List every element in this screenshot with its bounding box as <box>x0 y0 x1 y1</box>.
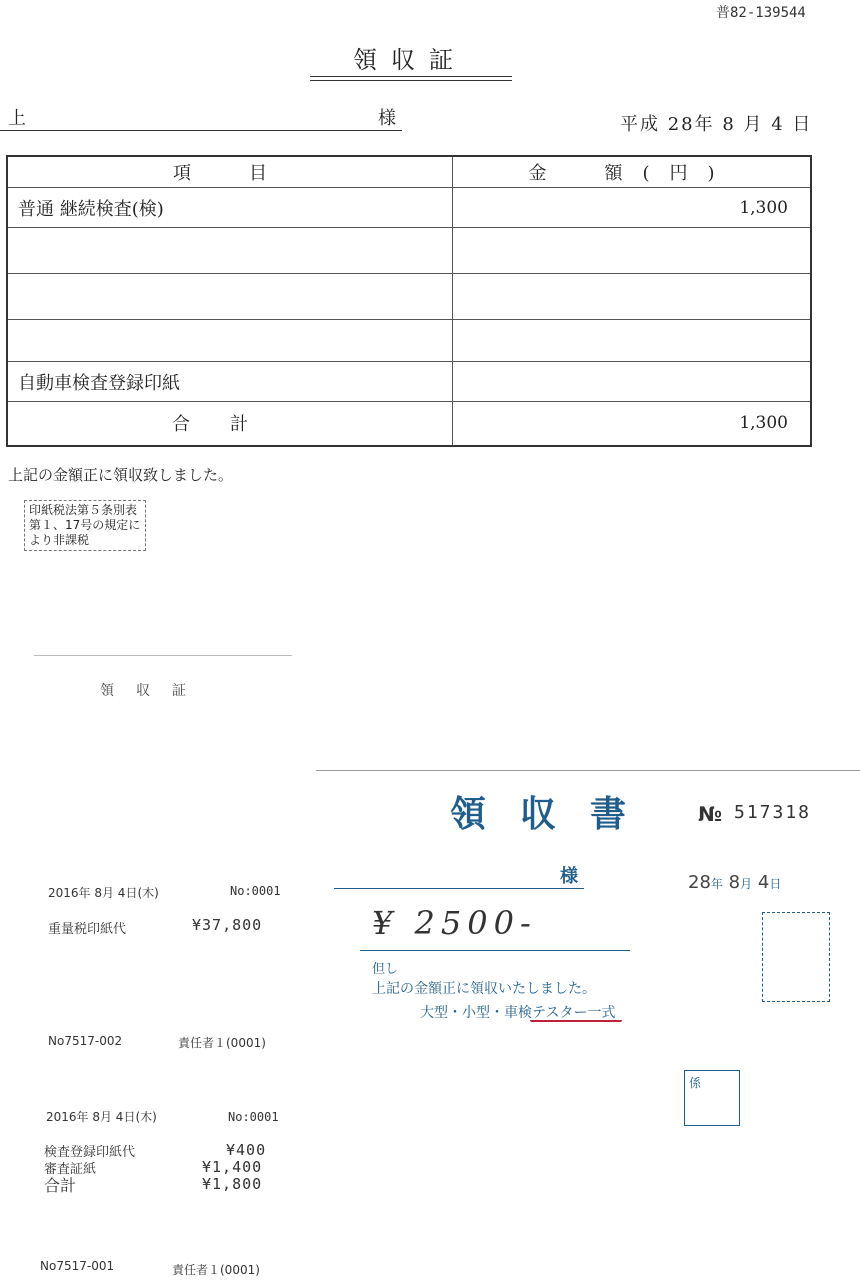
received-statement: 上記の金額正に領収致しました。 <box>8 466 234 484</box>
amount-cell <box>453 362 812 402</box>
slip1-responsible: 責任者１(0001) <box>178 1036 266 1050</box>
amount-cell <box>453 228 812 274</box>
slip1-footer-code: No7517-002 <box>48 1034 123 1048</box>
slip2-item-label: 検査登録印紙代 <box>44 1145 136 1160</box>
receipt2-amount: ¥ 2500- <box>372 904 537 942</box>
person-in-charge-box <box>684 1070 740 1126</box>
slip2-responsible: 責任者１(0001) <box>172 1263 260 1277</box>
addressee: 上 <box>8 108 26 129</box>
serial-number: 普82-139544 <box>716 5 806 21</box>
table-row <box>7 228 811 274</box>
slip2-total-value: ¥1,800 <box>202 1175 263 1193</box>
receipt2-received-statement: 上記の金額正に領収いたしました。 <box>372 981 596 997</box>
slip2-date: 2016年 8月 4日(木) <box>46 1110 157 1124</box>
slip2-item-value: ¥1,400 <box>202 1158 263 1176</box>
honorific: 様 <box>378 108 396 129</box>
slip1-item-value: ¥37,800 <box>192 916 263 934</box>
date-year: 28 <box>688 872 711 893</box>
slip2-total-label: 合計 <box>44 1176 77 1195</box>
receipt2-number-symbol: № <box>698 802 723 826</box>
receipt2-honorific: 様 <box>560 866 578 887</box>
receipt2-date <box>688 872 781 893</box>
receipt2-number: 517318 <box>734 802 812 823</box>
total-amount: 1,300 <box>453 402 812 446</box>
table-row <box>7 274 811 320</box>
slip2-number: No:0001 <box>228 1110 279 1124</box>
addressee-line <box>0 130 402 131</box>
table-total-row <box>7 402 811 446</box>
item-cell: 普通 継続検査(検) <box>7 188 453 228</box>
amount-cell: 1,300 <box>453 188 812 228</box>
item-cell: 自動車検査登録印紙 <box>7 362 453 402</box>
date-month-unit: 月 <box>740 877 753 891</box>
slip2-footer-code: No7517-001 <box>40 1259 115 1273</box>
total-label: 合計 <box>7 402 453 446</box>
amount-cell <box>453 320 812 362</box>
receipt2-title: 領収書 <box>450 794 661 835</box>
item-cell <box>7 274 453 320</box>
amount-cell <box>453 274 812 320</box>
slip2-item-label: 審査証紙 <box>44 1162 97 1177</box>
item-cell <box>7 228 453 274</box>
receipt2-addressee-line <box>334 888 584 889</box>
receipt2-detail: 大型・小型・車検テスター一式 <box>420 1005 616 1021</box>
table-row <box>7 362 811 402</box>
slip2-item-value: ¥400 <box>226 1141 267 1159</box>
faded-receipt-title: 領収証 <box>100 683 208 699</box>
receipt-date: 平成 28年 8 月 4 日 <box>620 114 813 135</box>
receipt2-amount-line <box>360 950 630 951</box>
slip1-item-label: 重量税印紙代 <box>48 922 127 937</box>
table-header-row <box>7 156 811 188</box>
faded-divider <box>34 655 292 656</box>
stamp-tax-note: 印紙税法第５条別表第１、17号の規定により非課税 <box>24 500 146 551</box>
slip1-date: 2016年 8月 4日(木) <box>48 886 159 900</box>
date-month: 8 <box>728 872 741 893</box>
receipt2-top-edge <box>316 770 860 771</box>
header-amount: 金 額(円) <box>453 156 812 188</box>
date-day-unit: 日 <box>769 877 782 891</box>
red-underline-mark <box>530 1020 622 1022</box>
item-cell <box>7 320 453 362</box>
receipt-title: 領収証 <box>353 46 467 74</box>
slip1-number: No:0001 <box>230 884 281 898</box>
revenue-stamp-box <box>762 912 830 1002</box>
items-table <box>6 155 812 447</box>
kakari-label: 係 <box>689 1076 702 1090</box>
title-underline-double <box>310 80 512 81</box>
table-row <box>7 188 811 228</box>
title-underline <box>310 76 512 77</box>
date-year-unit: 年 <box>710 877 723 891</box>
receipt2-proviso: 但し <box>372 962 399 977</box>
header-item: 項 目 <box>7 156 453 188</box>
date-day: 4 <box>757 872 770 893</box>
table-row <box>7 320 811 362</box>
